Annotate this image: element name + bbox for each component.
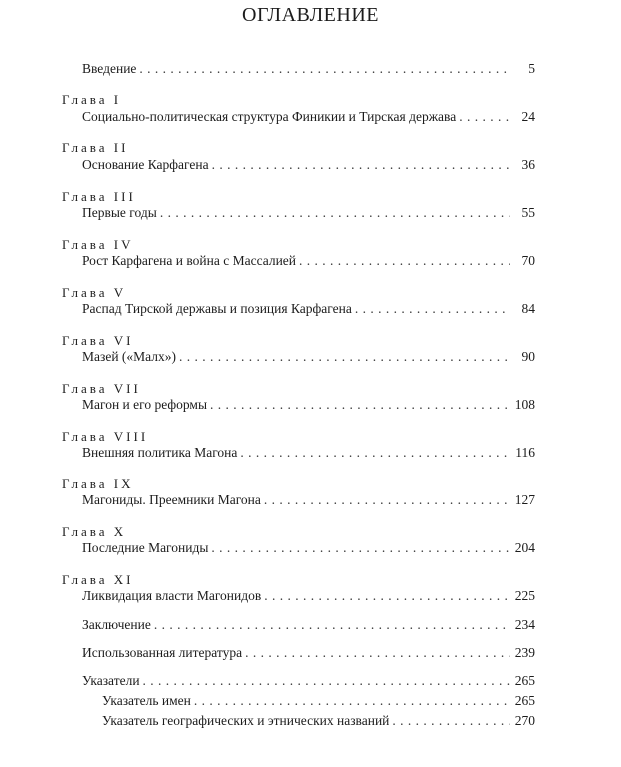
chapter-label: Глава VII xyxy=(62,381,141,396)
toc-entry-page: 204 xyxy=(514,540,535,555)
leader-dots xyxy=(392,713,510,729)
toc-entry-page: 70 xyxy=(521,253,535,268)
toc-entry-chapter-9[interactable] xyxy=(82,492,535,508)
chapter-label: Глава II xyxy=(62,140,129,155)
toc-entry-title: Первые годы xyxy=(82,205,157,220)
leader-dots xyxy=(459,109,510,125)
toc-entry-chapter-4[interactable] xyxy=(82,253,535,269)
toc-entry-indexes[interactable] xyxy=(82,673,535,689)
toc-entry-chapter-2[interactable] xyxy=(82,157,535,173)
leader-dots xyxy=(355,301,510,317)
toc-entry-page: 90 xyxy=(521,349,535,364)
chapter-label: Глава X xyxy=(62,524,127,539)
toc-entry-page: 225 xyxy=(514,588,535,603)
toc-entry-page: 36 xyxy=(521,157,535,172)
toc-entry-chapter-5[interactable] xyxy=(82,301,535,317)
toc-entry-chapter-8[interactable] xyxy=(82,445,535,461)
leader-dots xyxy=(212,157,510,173)
toc-entry-page: 5 xyxy=(528,61,535,76)
toc-entry-chapter-6[interactable] xyxy=(82,349,535,365)
toc-entry-title: Распад Тирской державы и позиция Карфагена xyxy=(82,301,352,316)
toc-entry-title: Социально-политическая структура Финикии и Тирская держава xyxy=(82,109,457,124)
toc-entry-page: 55 xyxy=(521,205,535,220)
chapter-label: Глава XI xyxy=(62,572,134,587)
toc-entry-chapter-10[interactable] xyxy=(82,540,535,556)
leader-dots xyxy=(245,645,510,661)
chapter-label: Глава VIII xyxy=(62,429,149,444)
toc-entry-title: Указатель географических и этнических названий xyxy=(102,713,390,728)
chapter-label: Глава IX xyxy=(62,476,134,491)
leader-dots xyxy=(240,445,510,461)
toc-entry-title: Заключение xyxy=(82,617,151,632)
toc-entry-chapter-7[interactable] xyxy=(82,397,535,413)
toc-entry-page: 270 xyxy=(514,713,535,728)
chapter-label: Глава III xyxy=(62,189,136,204)
leader-dots xyxy=(160,205,510,221)
chapter-label: Глава IV xyxy=(62,237,134,252)
leader-dots xyxy=(179,349,510,365)
leader-dots xyxy=(211,540,510,556)
toc-entry-title: Рост Карфагена и война с Массалией xyxy=(82,253,297,268)
toc-entry-chapter-1[interactable] xyxy=(82,109,535,125)
chapter-label: Глава VI xyxy=(62,333,134,348)
toc-entry-chapter-11[interactable] xyxy=(82,588,535,604)
toc-entry-page: 116 xyxy=(515,445,535,460)
leader-dots xyxy=(194,693,510,709)
toc-entry-title: Магониды. Преемники Магона xyxy=(82,492,261,507)
toc-entry-page: 84 xyxy=(521,301,535,316)
toc-entry-page: 265 xyxy=(514,673,535,688)
toc-entry-intro[interactable] xyxy=(82,61,535,77)
chapter-label: Глава V xyxy=(62,285,127,300)
toc-entry-page: 265 xyxy=(514,693,535,708)
toc-entry-conclusion[interactable] xyxy=(82,617,535,633)
toc-entry-title: Введение xyxy=(82,61,137,76)
page-title: ОГЛАВЛЕНИЕ xyxy=(242,4,379,26)
toc-entry-literature[interactable] xyxy=(82,645,535,661)
toc-entry-page: 234 xyxy=(514,617,535,632)
leader-dots xyxy=(139,61,510,77)
leader-dots xyxy=(143,673,510,689)
toc-entry-title: Указатели xyxy=(82,673,140,688)
toc-entry-page: 108 xyxy=(514,397,535,412)
leader-dots xyxy=(299,253,510,269)
toc-entry-title: Магон и его реформы xyxy=(82,397,208,412)
toc-entry-page: 127 xyxy=(514,492,535,507)
toc-entry-page: 239 xyxy=(514,645,535,660)
toc-entry-index-names[interactable] xyxy=(102,693,535,709)
leader-dots xyxy=(264,588,510,604)
toc-entry-page: 24 xyxy=(521,109,535,124)
toc-entry-index-geo[interactable] xyxy=(102,713,535,729)
toc-entry-title: Указатель имен xyxy=(102,693,191,708)
toc-entry-title: Мазей («Малх») xyxy=(82,349,177,364)
leader-dots xyxy=(154,617,510,633)
toc-entry-chapter-3[interactable] xyxy=(82,205,535,221)
toc-entry-title: Ликвидация власти Магонидов xyxy=(82,588,262,603)
leader-dots xyxy=(210,397,510,413)
toc-entry-title: Использованная литература xyxy=(82,645,243,660)
toc-entry-title: Последние Магониды xyxy=(82,540,209,555)
toc-entry-title: Основание Карфагена xyxy=(82,157,209,172)
chapter-label: Глава I xyxy=(62,92,122,107)
leader-dots xyxy=(264,492,510,508)
toc-entry-title: Внешняя политика Магона xyxy=(82,445,238,460)
